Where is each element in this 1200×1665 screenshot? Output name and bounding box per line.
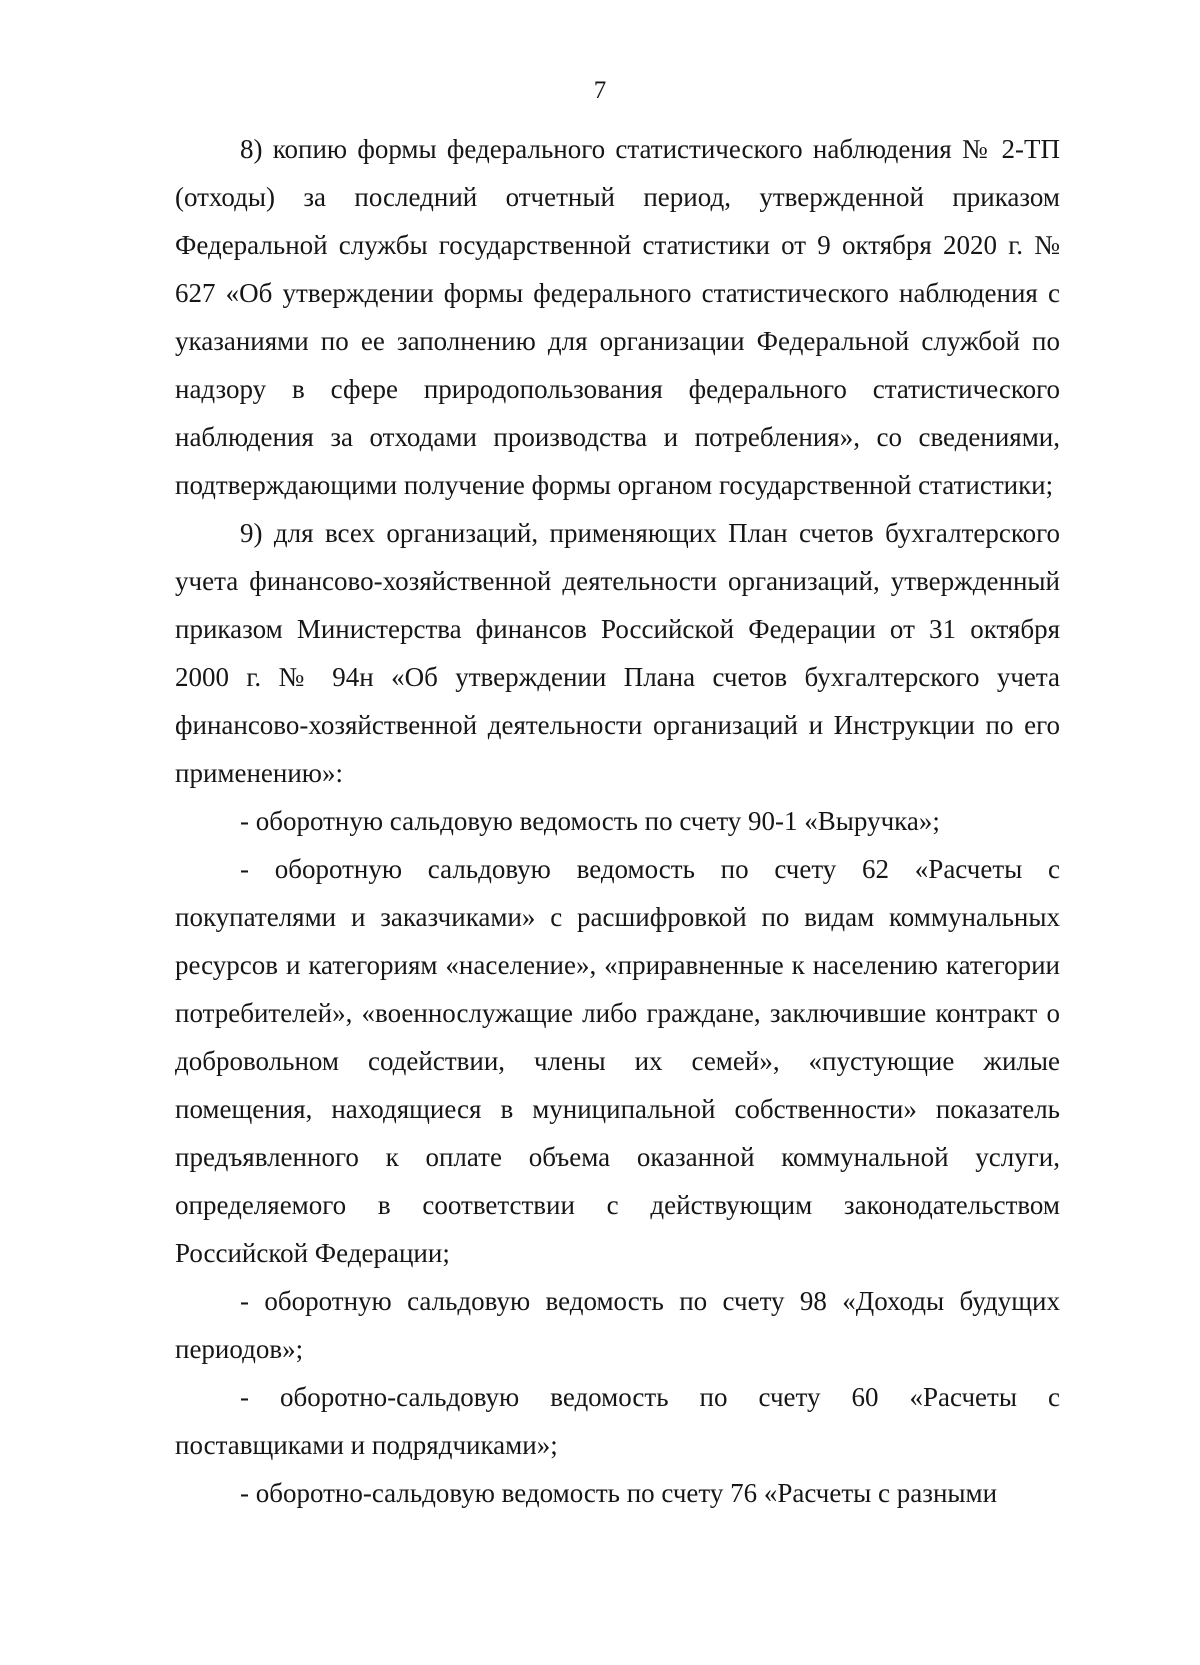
list-item-account-62: - оборотную сальдовую ведомость по счету 62 «Расчеты с покупателями и заказчиками» с расшифровкой по видам коммунальных ресурсов и категориям «население», «приравненные к населению категории потребителей», «военнослужащие либо граждане, заключившие контракт о добровольном содействии, члены их семей», «пустующие жилые помещения, находящиеся в муниципальной собственности» показатель предъявленного к оплате объема оказанной коммунальной услуги, определяемого в соответствии с действующим законодательством Российской Федерации; (175, 854, 1060, 1268)
list-item-account-60: - оборотно-сальдовую ведомость по счету 60 «Расчеты с поставщиками и подрядчиками»; (175, 1382, 1060, 1460)
list-item-account-76: - оборотно-сальдовую ведомость по счету 76 «Расчеты с разными (240, 1478, 998, 1508)
list-item-account-90-1: - оборотную сальдовую ведомость по счету 90-1 «Выручка»; (240, 806, 940, 836)
page-number: 7 (593, 77, 607, 104)
document-body (175, 125, 1060, 1517)
paragraph-item-8: 8) копию формы федерального статистического наблюдения № 2-ТП (отходы) за последний отчетный период, утвержденной приказом Федеральной службы государственной статистики от 9 октября 2020 г. № 627 «Об утверждении формы федерального статистического наблюдения с указаниями по ее заполнению для организации Федеральной службой по надзору в сфере природопользования федерального статистического наблюдения за отходами производства и потребления», со сведениями, подтверждающими получение формы органом государственной статистики; (175, 134, 1060, 500)
paragraph-item-9: 9) для всех организаций, применяющих План счетов бухгалтерского учета финансово-хозяйственной деятельности организаций, утвержденный приказом Министерства финансов Российской Федерации от 31 октября 2000 г. № 94н «Об утверждении Плана счетов бухгалтерского учета финансово-хозяйственной деятельности организаций и Инструкции по его применению»: (175, 518, 1060, 788)
list-item-account-98: - оборотную сальдовую ведомость по счету 98 «Доходы будущих периодов»; (175, 1286, 1060, 1364)
